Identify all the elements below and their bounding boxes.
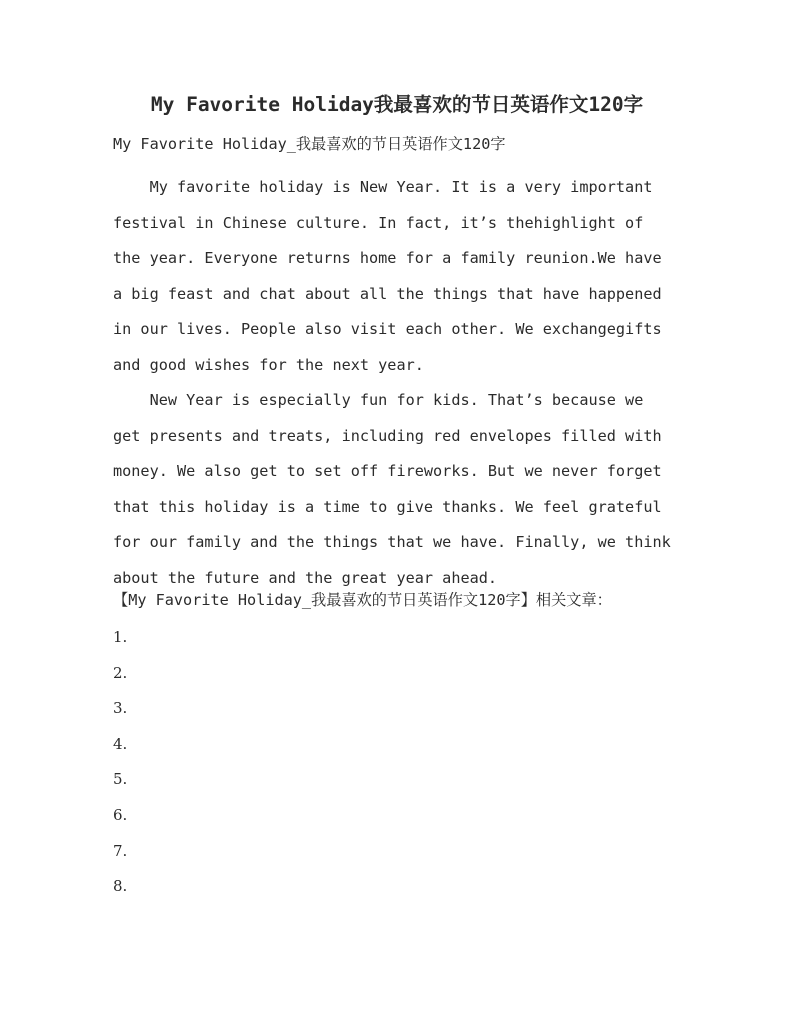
paragraph-line: festival in Chinese culture. In fact, it’s thehighlight of [113, 213, 644, 232]
paragraph-line: money. We also get to set off fireworks. But we never forget [113, 462, 662, 480]
list-item[interactable]: 4. [113, 734, 128, 753]
paragraph-line: about the future and the great year ahead. [113, 568, 498, 587]
paragraph-1 [113, 170, 685, 383]
list-item[interactable]: 6. [113, 805, 128, 824]
paragraph-line: My favorite holiday is New Year. It is a very important [113, 178, 653, 196]
paragraph-line: that this holiday is a time to give thanks. We feel grateful [113, 497, 662, 516]
paragraph-line: in our lives. People also visit each other. We exchangegifts [113, 320, 662, 338]
document-body [113, 170, 685, 596]
paragraph-line: a big feast and chat about all the things that have happened [113, 284, 662, 303]
paragraph-line: New Year is especially fun for kids. That’s because we [113, 391, 644, 409]
list-item[interactable]: 5. [113, 770, 128, 789]
list-item[interactable]: 1. [113, 628, 128, 646]
paragraph-line: and good wishes for the next year. [113, 355, 424, 374]
list-item[interactable]: 8. [113, 877, 128, 896]
paragraph-line: get presents and treats, including red envelopes filled with [113, 426, 662, 445]
list-item[interactable]: 2. [113, 663, 128, 682]
paragraph-line: the year. Everyone returns home for a family reunion.We have [113, 249, 662, 267]
related-articles-list [113, 620, 127, 905]
document-subtitle: My Favorite Holiday_我最喜欢的节日英语作文120字 [113, 135, 506, 153]
related-articles-heading: 【My Favorite Holiday_我最喜欢的节日英语作文120字】相关文章： [113, 591, 612, 609]
page-title: My Favorite Holiday我最喜欢的节日英语作文120字 [150, 93, 644, 116]
list-item[interactable]: 7. [113, 841, 128, 860]
paragraph-2 [113, 383, 685, 596]
paragraph-line: for our family and the things that we have. Finally, we think [113, 533, 671, 551]
list-item[interactable]: 3. [113, 699, 128, 718]
